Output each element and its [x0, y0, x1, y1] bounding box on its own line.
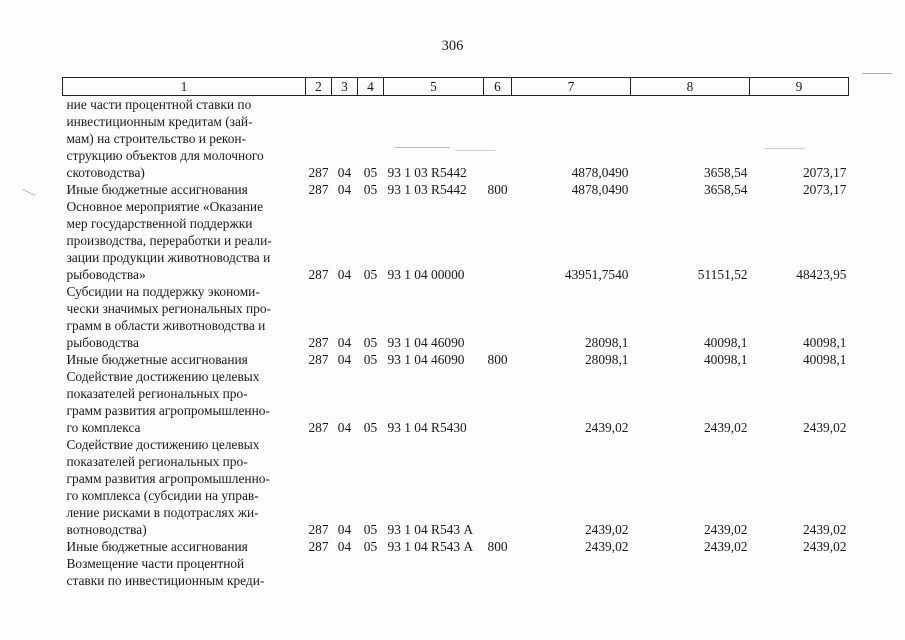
- description-line: струкцию объектов для молочного: [66, 148, 264, 163]
- table-row: [63, 351, 849, 368]
- amount-col7: 28098,1: [584, 352, 629, 367]
- ministry-code: 287: [308, 335, 329, 350]
- row-description: [63, 198, 306, 283]
- description-line: показателей региональных про-: [66, 386, 248, 401]
- ministry-code: 287: [308, 165, 329, 180]
- column-header: 7: [512, 78, 631, 96]
- description-line: производства, переработки и реали-: [66, 233, 272, 248]
- amount-col9: 40098,1: [802, 352, 847, 367]
- scan-artifact: [765, 148, 805, 149]
- amount-col8: 2439,02: [703, 522, 748, 537]
- expense-type-code: [484, 96, 512, 182]
- subsection-code: 05: [363, 165, 378, 180]
- subsection-code: 05: [363, 182, 378, 197]
- section-code: 04: [337, 539, 352, 554]
- description-line: Содействие достижению целевых: [66, 369, 260, 384]
- table-row: [63, 538, 849, 555]
- ministry-code: 287: [308, 352, 329, 367]
- target-article-code: 93 1 03 R5442: [387, 165, 467, 180]
- ministry-code: [306, 555, 332, 589]
- expense-type-code: 800: [487, 182, 508, 197]
- target-article-code: 93 1 04 00000: [387, 267, 465, 282]
- ministry-code: 287: [308, 267, 329, 282]
- row-description: [63, 96, 306, 182]
- description-line: мам) на строительство и рекон-: [66, 131, 247, 146]
- amount-col9: 2439,02: [802, 420, 847, 435]
- row-description: [63, 538, 306, 555]
- amount-col8: 3658,54: [703, 165, 748, 180]
- row-description: [63, 368, 306, 436]
- table-row: [63, 368, 849, 436]
- description-line: чески значимых региональных про-: [66, 301, 271, 316]
- column-header: 9: [750, 78, 849, 96]
- amount-col9: 40098,1: [802, 335, 847, 350]
- budget-table: [62, 77, 849, 589]
- amount-col8: 40098,1: [703, 352, 748, 367]
- target-article-code: 93 1 04 R543 А: [387, 539, 474, 554]
- amount-col9: 2439,02: [802, 522, 847, 537]
- expense-type-code: [484, 555, 512, 589]
- description-line: Субсидии на поддержку экономи-: [66, 284, 260, 299]
- table-row: [63, 198, 849, 283]
- row-description: [63, 351, 306, 368]
- description-line: Содействие достижению целевых: [66, 437, 260, 452]
- target-article-code: 93 1 04 R543 А: [387, 522, 474, 537]
- section-code: 04: [337, 420, 352, 435]
- description-line: инвестиционным кредитам (зай-: [66, 114, 253, 129]
- table-row: [63, 283, 849, 351]
- description-line: Возмещение части процентной: [66, 556, 245, 571]
- amount-col7: 2439,02: [584, 522, 629, 537]
- amount-col9: 2073,17: [802, 165, 847, 180]
- ministry-code: 287: [308, 522, 329, 537]
- column-header: 2: [306, 78, 332, 96]
- description-line: зации продукции животноводства и: [66, 250, 271, 265]
- description-line: рыбоводства»: [66, 267, 146, 282]
- column-header: 4: [358, 78, 384, 96]
- column-header: 5: [384, 78, 484, 96]
- section-code: 04: [337, 165, 352, 180]
- scan-artifact: [862, 73, 892, 74]
- table-row: [63, 181, 849, 198]
- table-row: [63, 436, 849, 538]
- ministry-code: 287: [308, 539, 329, 554]
- scan-artifact: [455, 150, 495, 151]
- section-code: 04: [337, 352, 352, 367]
- column-header: 8: [631, 78, 750, 96]
- subsection-code: 05: [363, 522, 378, 537]
- amount-col8: 51151,52: [697, 267, 748, 282]
- section-code: [332, 555, 358, 589]
- row-description: [63, 436, 306, 538]
- table-row: [63, 555, 849, 589]
- amount-col7: 28098,1: [584, 335, 629, 350]
- description-line: вотноводства): [66, 522, 147, 537]
- expense-type-code: 800: [487, 352, 508, 367]
- amount-col8: 40098,1: [703, 335, 748, 350]
- amount-col9: 48423,95: [796, 267, 847, 282]
- row-description: [63, 555, 306, 589]
- ministry-code: 287: [308, 182, 329, 197]
- description-line: рыбоводства: [66, 335, 139, 350]
- description-line: скотоводства): [66, 165, 145, 180]
- subsection-code: 05: [363, 335, 378, 350]
- description-line: грамм развития агропромышленно-: [66, 471, 270, 486]
- description-line: ставки по инвестиционным креди-: [66, 573, 265, 588]
- expense-type-code: [484, 436, 512, 538]
- section-code: 04: [337, 182, 352, 197]
- expense-type-code: [484, 368, 512, 436]
- description-line: го комплекса: [66, 420, 141, 435]
- description-line: ние части процентной ставки по: [66, 97, 252, 112]
- description-line: показателей региональных про-: [66, 454, 248, 469]
- amount-col7: 2439,02: [584, 539, 629, 554]
- row-description: [63, 181, 306, 198]
- description-line: го комплекса (субсидии на управ-: [66, 488, 259, 503]
- table-row: [63, 96, 849, 182]
- target-article-code: 93 1 04 R5430: [387, 420, 467, 435]
- description-line: Иные бюджетные ассигнования: [66, 352, 248, 367]
- amount-col7: [512, 555, 631, 589]
- expense-type-code: [484, 283, 512, 351]
- column-header: 6: [484, 78, 512, 96]
- description-line: мер государственной поддержки: [66, 216, 253, 231]
- scan-artifact: [395, 147, 450, 148]
- amount-col8: 2439,02: [703, 420, 748, 435]
- row-description: [63, 283, 306, 351]
- description-line: ление рисками в подотраслях жи-: [66, 505, 259, 520]
- target-article-code: 93 1 04 46090: [387, 352, 465, 367]
- amount-col7: 2439,02: [584, 420, 629, 435]
- amount-col9: [750, 555, 849, 589]
- target-article-code: 93 1 04 46090: [387, 335, 465, 350]
- amount-col7: 43951,7540: [564, 267, 629, 282]
- amount-col8: 2439,02: [703, 539, 748, 554]
- column-number-row: [63, 78, 849, 96]
- table-body: [63, 96, 849, 590]
- amount-col8: [631, 555, 750, 589]
- expense-type-code: [484, 198, 512, 283]
- target-article-code: 93 1 03 R5442: [387, 182, 467, 197]
- section-code: 04: [337, 522, 352, 537]
- amount-col7: 4878,0490: [571, 182, 629, 197]
- amount-col9: 2439,02: [802, 539, 847, 554]
- expense-type-code: 800: [487, 539, 508, 554]
- subsection-code: 05: [363, 539, 378, 554]
- page-number: 306: [441, 38, 464, 54]
- amount-col8: 3658,54: [703, 182, 748, 197]
- amount-col7: 4878,0490: [571, 165, 629, 180]
- subsection-code: 05: [363, 420, 378, 435]
- ministry-code: 287: [308, 420, 329, 435]
- subsection-code: 05: [363, 352, 378, 367]
- section-code: 04: [337, 335, 352, 350]
- section-code: 04: [337, 267, 352, 282]
- description-line: грамм развития агропромышленно-: [66, 403, 270, 418]
- amount-col9: 2073,17: [802, 182, 847, 197]
- column-header: 3: [332, 78, 358, 96]
- description-line: грамм в области животноводства и: [66, 318, 266, 333]
- description-line: Основное мероприятие «Оказание: [66, 199, 264, 214]
- description-line: Иные бюджетные ассигнования: [66, 182, 248, 197]
- description-line: Иные бюджетные ассигнования: [66, 539, 248, 554]
- target-article-code: [384, 555, 484, 589]
- subsection-code: 05: [363, 267, 378, 282]
- scan-artifact: [22, 189, 35, 196]
- column-header: 1: [63, 78, 306, 96]
- subsection-code: [358, 555, 384, 589]
